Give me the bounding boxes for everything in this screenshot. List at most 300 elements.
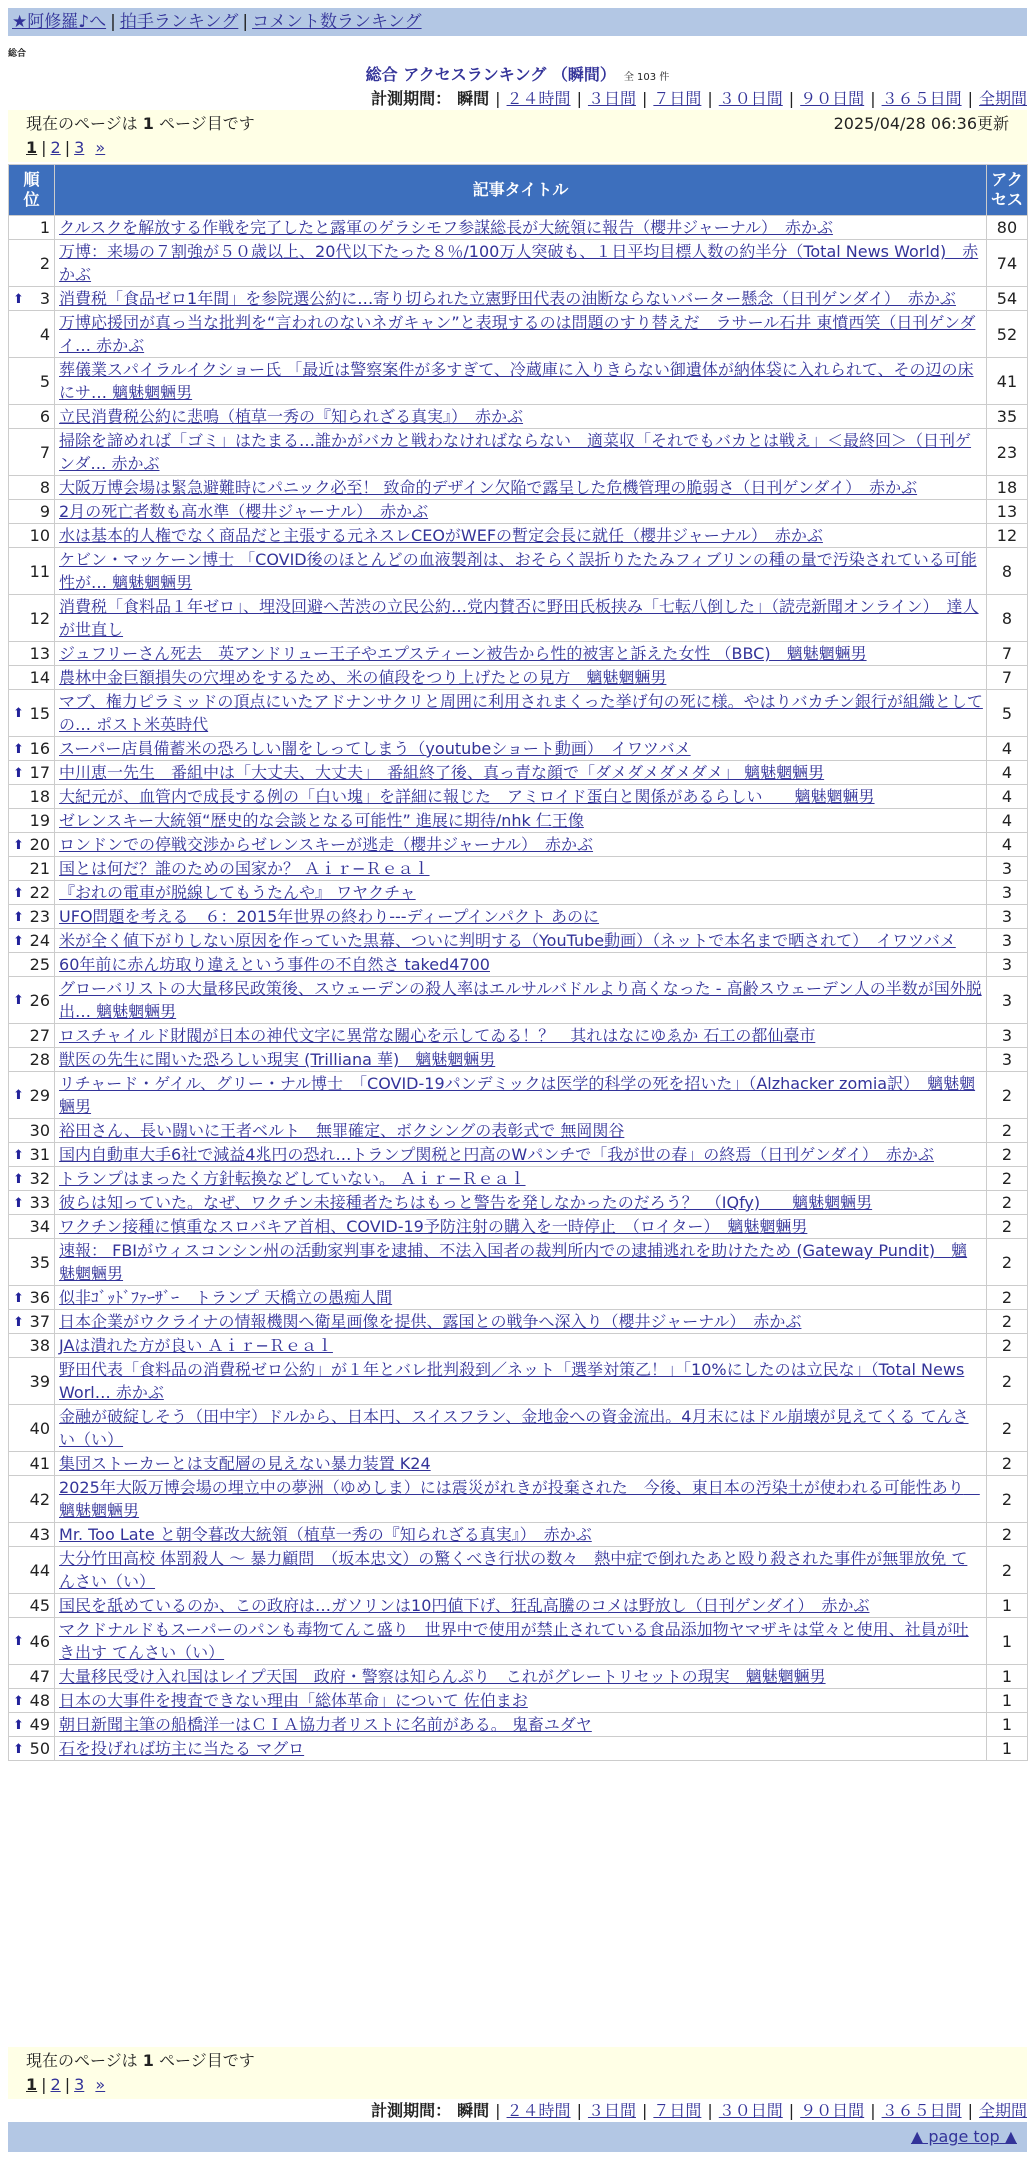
table-row	[9, 358, 1027, 404]
rank-cell	[9, 358, 54, 404]
header-access-label: アク セス	[990, 170, 1023, 209]
pagination-link[interactable]: 3	[74, 2075, 85, 2094]
rank-number: 13	[29, 644, 51, 663]
article-link[interactable]: 集団ストーカーとは支配層の見えない暴力装置 K24	[59, 1454, 431, 1473]
title-cell	[55, 1048, 986, 1071]
rank-cell	[9, 1191, 54, 1214]
access-count: 74	[987, 240, 1027, 286]
title-cell	[55, 833, 986, 856]
rank-cell	[9, 1689, 54, 1712]
rank-number: 29	[29, 1085, 51, 1105]
article-link[interactable]: 消費税「食品ゼロ1年間」を参院選公約に…寄り切られた立憲野田代表の油断ならないバーター懸念（日刊ゲンダイ） 赤かぶ	[59, 289, 956, 308]
rank-number: 30	[29, 1121, 51, 1140]
rank-number: 10	[29, 526, 51, 545]
rank-cell	[9, 690, 54, 736]
title-cell	[55, 1476, 986, 1522]
pagination-next[interactable]: »	[95, 138, 106, 157]
access-count: 80	[987, 216, 1027, 239]
pagination-link[interactable]: 2	[50, 2075, 61, 2094]
article-link[interactable]: 朝日新聞主筆の船橋洋一はＣＩＡ協力者リストに名前がある。 鬼畜ユダヤ	[59, 1715, 592, 1734]
access-count: 18	[987, 476, 1027, 499]
period-current: 瞬間	[457, 89, 490, 108]
up-arrow-icon: ⬆	[13, 837, 24, 853]
title-cell	[55, 1737, 986, 1760]
article-link[interactable]: 国とは何だ？誰のための国家か？ Ａｉｒ−Ｒｅａｌ	[59, 859, 430, 878]
page-title-line	[0, 62, 1035, 85]
rank-cell	[9, 1072, 54, 1118]
title-cell	[55, 929, 986, 952]
access-count: 2	[987, 1143, 1027, 1166]
access-count: 3	[987, 881, 1027, 904]
title-cell	[55, 405, 986, 428]
article-link[interactable]: ワクチン接種に慎重なスロバキア首相、COVID-19予防注射の購入を一時停止 （ロイター） 魑魅魍魎男	[59, 1217, 808, 1236]
table-row	[9, 1594, 1027, 1617]
article-link[interactable]: 『おれの電車が脱線してもうたんや』 ワヤクチャ	[59, 883, 416, 902]
up-arrow-icon: ⬆	[13, 741, 24, 757]
up-arrow-icon: ⬆	[13, 1741, 24, 1757]
header-title: 記事タイトル	[55, 165, 986, 215]
page-status-prefix: 現在のページは	[26, 114, 143, 133]
table-row	[9, 524, 1027, 547]
rank-cell	[9, 977, 54, 1023]
rank-number: 28	[29, 1050, 51, 1069]
article-link[interactable]: Mr. Too Late と朝令暮改大統領（植草一秀の『知られざる真実』） 赤かぶ	[59, 1525, 592, 1544]
separator: |	[576, 2101, 582, 2120]
title-cell	[55, 1024, 986, 1047]
period-link[interactable]: ３６５日間	[881, 89, 962, 108]
table-row	[9, 1547, 1027, 1593]
table-row	[9, 977, 1027, 1023]
period-link[interactable]: ２４時間	[506, 2101, 571, 2120]
footer-bar	[8, 2122, 1027, 2152]
title-cell	[55, 1713, 986, 1736]
rank-cell	[9, 881, 54, 904]
page-status-number: 1	[142, 114, 154, 133]
access-count: 1	[987, 1713, 1027, 1736]
article-link[interactable]: 速報： FBIがウィスコンシン州の活動家判事を逮捕、不法入国者の裁判所内での逮捕逃れを助けたため (Gateway Pundit) 魑魅魍魎男	[59, 1241, 968, 1283]
access-count: 1	[987, 1618, 1027, 1664]
title-cell	[55, 216, 986, 239]
title-cell	[55, 476, 986, 499]
article-link[interactable]: JAは潰れた方が良い Ａｉｒ−Ｒｅａｌ	[59, 1336, 333, 1355]
rank-cell	[9, 1024, 54, 1047]
access-count: 1	[987, 1594, 1027, 1617]
rank-number: 41	[29, 1454, 51, 1473]
access-count: 52	[987, 311, 1027, 357]
period-link[interactable]: ３６５日間	[881, 2101, 962, 2120]
page-info-box-bottom	[8, 2047, 1027, 2099]
period-link[interactable]: ３日間	[587, 89, 636, 108]
rank-number: 24	[29, 931, 51, 950]
table-row	[9, 929, 1027, 952]
article-link[interactable]: 国民を舐めているのか、この政府は…ガソリンは10円値下げ、狂乱高騰のコメは野放し（日刊ゲンダイ） 赤かぶ	[59, 1596, 870, 1615]
home-link[interactable]: ★阿修羅♪へ	[12, 12, 107, 32]
period-label: 計測期間：	[371, 2101, 452, 2120]
article-link[interactable]: 大分竹田高校 体罰殺人 〜 暴力顧問 （坂本忠文）の驚くべき行状の数々 熱中症で倒れたあと殴り殺された事件が無罪放免 てんさい（い）	[59, 1549, 968, 1591]
rank-number: 43	[29, 1525, 51, 1544]
title-cell	[55, 1452, 986, 1475]
article-link[interactable]: 国内自動車大手6社で減益4兆円の恐れ…トランプ関税と円高のWパンチで「我が世の春」の終焉（日刊ゲンダイ） 赤かぶ	[59, 1145, 934, 1164]
table-row	[9, 1072, 1027, 1118]
rank-cell	[9, 642, 54, 665]
article-link[interactable]: スーパー店員備蓄米の恐ろしい闇をしってしまう（youtubeショート動画） イワツバメ	[59, 739, 691, 758]
access-count: 2	[987, 1191, 1027, 1214]
article-link[interactable]: 金融が破綻しそう（田中宇）ドルから、日本円、スイスフラン、金地金への資金流出。4月末にはドル崩壊が見えてくる てんさい（い）	[59, 1407, 969, 1449]
comment-ranking-link[interactable]: コメント数ランキング	[252, 12, 422, 32]
article-link[interactable]: 掃除を諦めれば「ゴミ」はたまる…誰かがバカと戦わなければならない 適菜収「それでもバカとは戦え」＜最終回＞（日刊ゲンダ… 赤かぶ	[59, 431, 972, 473]
table-row	[9, 666, 1027, 689]
period-link[interactable]: ３日間	[587, 2101, 636, 2120]
article-link[interactable]: 大量移民受け入れ国はレイプ天国 政府・警察は知らんぷり これがグレートリセットの現実 魑魅魍魎男	[59, 1667, 826, 1686]
pagination-link[interactable]: 2	[50, 138, 61, 157]
table-row	[9, 548, 1027, 594]
article-link[interactable]: ロンドンでの停戦交渉からゼレンスキーが逃走（櫻井ジャーナル） 赤かぶ	[59, 835, 594, 854]
access-count: 4	[987, 833, 1027, 856]
pagination-link[interactable]: 3	[74, 138, 85, 157]
table-row	[9, 1405, 1027, 1451]
article-link[interactable]: 2月の死亡者数も高水準（櫻井ジャーナル） 赤かぶ	[59, 502, 429, 521]
table-row	[9, 405, 1027, 428]
separator: |	[870, 2101, 876, 2120]
table-row	[9, 857, 1027, 880]
access-count: 13	[987, 500, 1027, 523]
title-cell	[55, 690, 986, 736]
access-count: 4	[987, 785, 1027, 808]
title-cell	[55, 1334, 986, 1357]
access-count: 3	[987, 1024, 1027, 1047]
rank-cell	[9, 1334, 54, 1357]
rank-cell	[9, 1476, 54, 1522]
article-link[interactable]: リチャード・ゲイル、グリー・ナル博士 「COVID-19パンデミックは医学的科学の死を招いた」（Alzhacker zomia訳） 魑魅魍魎男	[59, 1074, 976, 1116]
rank-cell	[9, 311, 54, 357]
table-row	[9, 1334, 1027, 1357]
rank-number: 49	[29, 1715, 51, 1734]
access-count: 2	[987, 1072, 1027, 1118]
separator: |	[641, 89, 648, 108]
header-access	[987, 165, 1027, 215]
access-count: 2	[987, 1405, 1027, 1451]
rank-cell	[9, 1286, 54, 1309]
up-arrow-icon: ⬆	[13, 933, 24, 949]
access-count: 3	[987, 929, 1027, 952]
rank-cell	[9, 857, 54, 880]
separator: |	[788, 2101, 795, 2120]
title-cell	[55, 1286, 986, 1309]
period-link[interactable]: ９０日間	[800, 2101, 865, 2120]
title-cell	[55, 1523, 986, 1546]
title-cell	[55, 1191, 986, 1214]
period-link[interactable]: ２４時間	[506, 89, 571, 108]
table-row	[9, 1239, 1027, 1285]
table-row	[9, 1286, 1027, 1309]
article-link[interactable]: UFO問題を考える ６：2015年世界の終わり---ディープインパクト あのに	[59, 907, 600, 926]
table-row	[9, 216, 1027, 239]
title-cell	[55, 311, 986, 357]
article-link[interactable]: 万博：来場の７割強が５０歳以上、20代以下たった８％/100万人突破も、１日平均目標人数の約半分（Total News World) 赤かぶ	[59, 242, 979, 284]
table-row	[9, 690, 1027, 736]
title-cell	[55, 1594, 986, 1617]
rank-number: 16	[29, 739, 51, 758]
access-count: 8	[987, 595, 1027, 641]
up-arrow-icon: ⬆	[13, 1171, 24, 1187]
article-link[interactable]: 野田代表「食料品の消費税ゼロ公約」が１年とバレ批判殺到／ネット「選挙対策乙！」「10%にしたのは立民な」（Total News Worl… 赤かぶ	[59, 1360, 965, 1402]
article-link[interactable]: 米が全く値下がりしない原因を作っていた黒幕、ついに判明する（YouTube動画）（ネットで本名まで晒されて） イワツバメ	[59, 931, 956, 950]
rank-cell	[9, 524, 54, 547]
up-arrow-icon: ⬆	[13, 765, 24, 781]
access-count: 5	[987, 690, 1027, 736]
article-link[interactable]: マクドナルドもスーパーのパンも毒物てんこ盛り 世界中で使用が禁止されている食品添加物ヤマザキは堂々と使用、社員が吐き出す てんさい（い）	[59, 1620, 969, 1662]
title-cell	[55, 1072, 986, 1118]
table-row	[9, 1523, 1027, 1546]
up-arrow-icon: ⬆	[13, 1717, 24, 1733]
rank-cell	[9, 1665, 54, 1688]
total-count: 全 103 件	[623, 72, 670, 83]
access-count: 2	[987, 1334, 1027, 1357]
access-count: 2	[987, 1167, 1027, 1190]
pagination-current: 1	[26, 2075, 38, 2094]
article-link[interactable]: 立民消費税公約に悲鳴（植草一秀の『知られざる真実』） 赤かぶ	[59, 407, 524, 426]
table-row	[9, 1310, 1027, 1333]
rank-cell	[9, 1167, 54, 1190]
rank-number: 1	[39, 218, 51, 237]
clap-ranking-link[interactable]: 拍手ランキング	[119, 12, 239, 32]
article-link[interactable]: 似非ｺﾞｯﾄﾞﾌｧｰｻﾞｰ トランプ 天橋立の愚痴人間	[59, 1288, 393, 1307]
rank-cell	[9, 1119, 54, 1142]
article-link[interactable]: 中川恵一先生 番組中は「大丈夫、大丈夫」 番組終了後、真っ青な顔で「ダメダメダメダメ」 魑魅魍魎男	[59, 763, 825, 782]
access-count: 7	[987, 666, 1027, 689]
separator: |	[576, 89, 582, 108]
table-row	[9, 311, 1027, 357]
page-status	[26, 112, 1009, 136]
article-link[interactable]: 裕田さん、長い闘いに王者ベルト 無罪確定、ボクシングの表彰式で 無岡関谷	[59, 1121, 625, 1140]
title-cell	[55, 358, 986, 404]
access-count: 2	[987, 1523, 1027, 1546]
access-count: 3	[987, 1048, 1027, 1071]
access-count: 2	[987, 1547, 1027, 1593]
rank-cell	[9, 595, 54, 641]
access-count: 8	[987, 548, 1027, 594]
table-row	[9, 1191, 1027, 1214]
article-link[interactable]: 農林中金巨額損失の穴埋めをするため、米の値段をつり上げたとの見方 魑魅魍魎男	[59, 668, 667, 687]
access-count: 23	[987, 429, 1027, 475]
title-cell	[55, 642, 986, 665]
rank-number: 40	[29, 1418, 51, 1438]
ranking-body	[9, 216, 1027, 1760]
rank-number: 46	[29, 1631, 51, 1651]
updated-timestamp: 2025/04/28 06:36更新	[833, 114, 1009, 133]
access-count: 2	[987, 1215, 1027, 1238]
article-link[interactable]: 大阪万博会場は緊急避難時にパニック必至！ 致命的デザイン欠陥で露呈した危機管理の脆弱さ（日刊ゲンダイ） 赤かぶ	[59, 478, 918, 497]
period-link[interactable]: 全期間	[978, 2101, 1027, 2120]
title-cell	[55, 429, 986, 475]
rank-cell	[9, 287, 54, 310]
access-count: 3	[987, 905, 1027, 928]
rank-number: 37	[29, 1312, 51, 1331]
rank-cell	[9, 429, 54, 475]
period-link[interactable]: 全期間	[978, 89, 1027, 108]
table-row	[9, 1048, 1027, 1071]
title-cell	[55, 1547, 986, 1593]
access-count: 7	[987, 642, 1027, 665]
up-arrow-icon: ⬆	[13, 1290, 24, 1306]
rank-cell	[9, 1310, 54, 1333]
access-count: 3	[987, 857, 1027, 880]
article-link[interactable]: クルスクを解放する作戦を完了したと露軍のゲラシモフ参謀総長が大統領に報告（櫻井ジャーナル） 赤かぶ	[59, 218, 833, 237]
table-row	[9, 595, 1027, 641]
rank-cell	[9, 1239, 54, 1285]
table-row	[9, 1689, 1027, 1712]
access-count: 3	[987, 953, 1027, 976]
article-link[interactable]: 大紀元が、血管内で成長する例の「白い塊」を詳細に報じた アミロイド蛋白と関係があるらしい 魑魅魍魎男	[59, 787, 875, 806]
rank-number: 6	[39, 407, 51, 426]
table-row	[9, 833, 1027, 856]
rank-number: 39	[29, 1371, 51, 1391]
table-row	[9, 737, 1027, 760]
page-status	[26, 2049, 1009, 2073]
title-cell	[55, 287, 986, 310]
up-arrow-icon: ⬆	[13, 885, 24, 901]
title-cell	[55, 1167, 986, 1190]
title-cell	[55, 761, 986, 784]
article-link[interactable]: 2025年大阪万博会場の埋立中の夢洲（ゆめしま）には震災がれきが投棄された 今後、東日本の汚染土が使われる可能性あり 魑魅魍魎男	[59, 1478, 980, 1520]
up-arrow-icon: ⬆	[13, 1634, 24, 1649]
rank-cell	[9, 1358, 54, 1404]
table-row	[9, 642, 1027, 665]
rank-cell	[9, 761, 54, 784]
article-link[interactable]: ゼレンスキー大統領“歴史的な会談となる可能性” 進展に期待/nhk 仁王像	[59, 811, 584, 830]
separator: |	[64, 138, 71, 157]
period-link[interactable]: ７日間	[653, 89, 702, 108]
access-count: 1	[987, 1665, 1027, 1688]
title-cell	[55, 1665, 986, 1688]
article-link[interactable]: マブ、権力ピラミッドの頂点にいたアドナンサクリと周囲に利用されまくった挙げ句の死に様。やはりバカチン銀行が組織としての… ポスト米英時代	[59, 692, 983, 734]
table-row	[9, 429, 1027, 475]
rank-cell	[9, 240, 54, 286]
rank-cell	[9, 809, 54, 832]
title-cell	[55, 1689, 986, 1712]
separator: |	[870, 89, 876, 108]
rank-number: 17	[29, 763, 51, 782]
separator: |	[64, 2075, 71, 2094]
separator: |	[707, 2101, 713, 2120]
access-count: 2	[987, 1286, 1027, 1309]
table-row	[9, 1452, 1027, 1475]
separator: |	[495, 2101, 501, 2120]
article-link[interactable]: 消費税「食料品１年ゼロ」、埋没回避へ苦渋の立民公約…党内賛否に野田氏板挟み「七転八倒した」（読売新聞オンライン） 達人が世直し	[59, 597, 979, 639]
separator: |	[641, 2101, 648, 2120]
article-link[interactable]: 石を投げれば坊主に当たる マグロ	[59, 1739, 305, 1758]
access-count: 2	[987, 1476, 1027, 1522]
article-link[interactable]: 日本の大事件を捜査できない理由「総体革命」について 佐伯まお	[59, 1691, 528, 1710]
rank-cell	[9, 833, 54, 856]
title-cell	[55, 1119, 986, 1142]
article-link[interactable]: 葬儀業スパイラルイクショー氏 「最近は警察案件が多すぎて、冷蔵庫に入りきらない御遺体が納体袋に入れられて、その辺の床にサ… 魑魅魍魎男	[59, 360, 974, 402]
table-header-row	[9, 165, 1027, 215]
separator: |	[788, 89, 795, 108]
rank-cell	[9, 929, 54, 952]
rank-number: 5	[39, 371, 51, 391]
period-link[interactable]: ９０日間	[800, 89, 865, 108]
access-count: 2	[987, 1239, 1027, 1285]
article-link[interactable]: トランプはまったく方針転換などしていない。 Ａｉｒ−Ｒｅａｌ	[59, 1169, 526, 1188]
article-link[interactable]: 日本企業がウクライナの情報機関へ衛星画像を提供、露国との戦争へ深入り（櫻井ジャーナル） 赤かぶ	[59, 1312, 802, 1331]
rank-cell	[9, 500, 54, 523]
rank-cell	[9, 548, 54, 594]
rank-number: 19	[29, 811, 51, 830]
period-link[interactable]: ７日間	[653, 2101, 702, 2120]
article-link[interactable]: 60年前に赤ん坊取り違えという事件の不自然さ taked4700	[59, 955, 490, 974]
rank-number: 14	[29, 668, 51, 687]
rank-number: 33	[29, 1193, 51, 1212]
rank-cell	[9, 737, 54, 760]
access-count: 2	[987, 1119, 1027, 1142]
rank-number: 47	[29, 1667, 51, 1686]
rank-number: 3	[39, 289, 51, 308]
ranking-table	[8, 164, 1028, 1761]
title-cell	[55, 1239, 986, 1285]
access-count: 2	[987, 1452, 1027, 1475]
article-link[interactable]: 水は基本的人権でなく商品だと主張する元ネスレCEOがWEFの暫定会長に就任（櫻井ジャーナル） 赤かぶ	[59, 526, 823, 545]
period-link[interactable]: ３０日間	[718, 2101, 783, 2120]
period-link[interactable]: ３０日間	[718, 89, 783, 108]
article-link[interactable]: ジュフリーさん死去 英アンドリュー王子やエプスティーン被告から性的被害と訴えた女性 （BBC) 魑魅魍魎男	[59, 644, 867, 663]
access-count: 4	[987, 737, 1027, 760]
rank-number: 38	[29, 1336, 51, 1355]
page-info-box	[8, 110, 1027, 162]
table-row	[9, 905, 1027, 928]
access-count: 35	[987, 405, 1027, 428]
title-cell	[55, 809, 986, 832]
access-count: 1	[987, 1689, 1027, 1712]
article-link[interactable]: 彼らは知っていた。なぜ、ワクチン未接種者たちはもっと警告を発しなかったのだろう？ （IQfy) 魑魅魍魎男	[59, 1193, 873, 1212]
title-cell	[55, 1358, 986, 1404]
title-cell	[55, 524, 986, 547]
rank-number: 18	[29, 787, 51, 806]
table-row	[9, 1167, 1027, 1190]
separator: |	[110, 12, 116, 32]
title-cell	[55, 857, 986, 880]
article-link[interactable]: グローバリストの大量移民政策後、スウェーデンの殺人率はエルサルバドルより高くなった - 高齢スウェーデン人の半数が国外脱出… 魑魅魍魎男	[59, 979, 982, 1021]
rank-number: 2	[39, 253, 51, 273]
table-row	[9, 1143, 1027, 1166]
page-status-suffix: ページ目です	[153, 2051, 255, 2070]
period-current: 瞬間	[457, 2101, 490, 2120]
rank-number: 23	[29, 907, 51, 926]
table-row	[9, 1119, 1027, 1142]
rank-cell	[9, 1215, 54, 1238]
pagination-next[interactable]: »	[95, 2075, 106, 2094]
rank-cell	[9, 1618, 54, 1664]
title-cell	[55, 977, 986, 1023]
header-rank-label: 順 位	[23, 170, 40, 209]
rank-number: 31	[29, 1145, 51, 1164]
separator: |	[495, 89, 501, 108]
article-link[interactable]: ロスチャイルド財閥が日本の神代文字に異常な關心を示してゐる！？ 其れはなにゆゑか 石工の都仙臺市	[59, 1026, 816, 1045]
access-count: 12	[987, 524, 1027, 547]
rank-number: 22	[29, 883, 51, 902]
title-cell	[55, 1618, 986, 1664]
title-cell	[55, 500, 986, 523]
title-cell	[55, 785, 986, 808]
article-link[interactable]: ケビン・マッケーン博士 「COVID後のほとんどの血液製剤は、おそらく誤折りたたみフィブリンの種の量で汚染されている可能性が… 魑魅魍魎男	[59, 550, 977, 592]
separator: |	[967, 89, 973, 108]
article-link[interactable]: 万博応援団が真っ当な批判を“言われのないネガキャン”と表現するのは問題のすり替えだ ラサール石井 東憤西笑（日刊ゲンダイ… 赤かぶ	[59, 313, 976, 355]
article-link[interactable]: 獣医の先生に聞いた恐ろしい現実 (Trilliana 華) 魑魅魍魎男	[59, 1050, 496, 1069]
page-top-link[interactable]: ▲ page top ▲	[910, 2127, 1017, 2146]
up-arrow-icon: ⬆	[13, 993, 24, 1008]
table-row	[9, 287, 1027, 310]
title-cell	[55, 905, 986, 928]
